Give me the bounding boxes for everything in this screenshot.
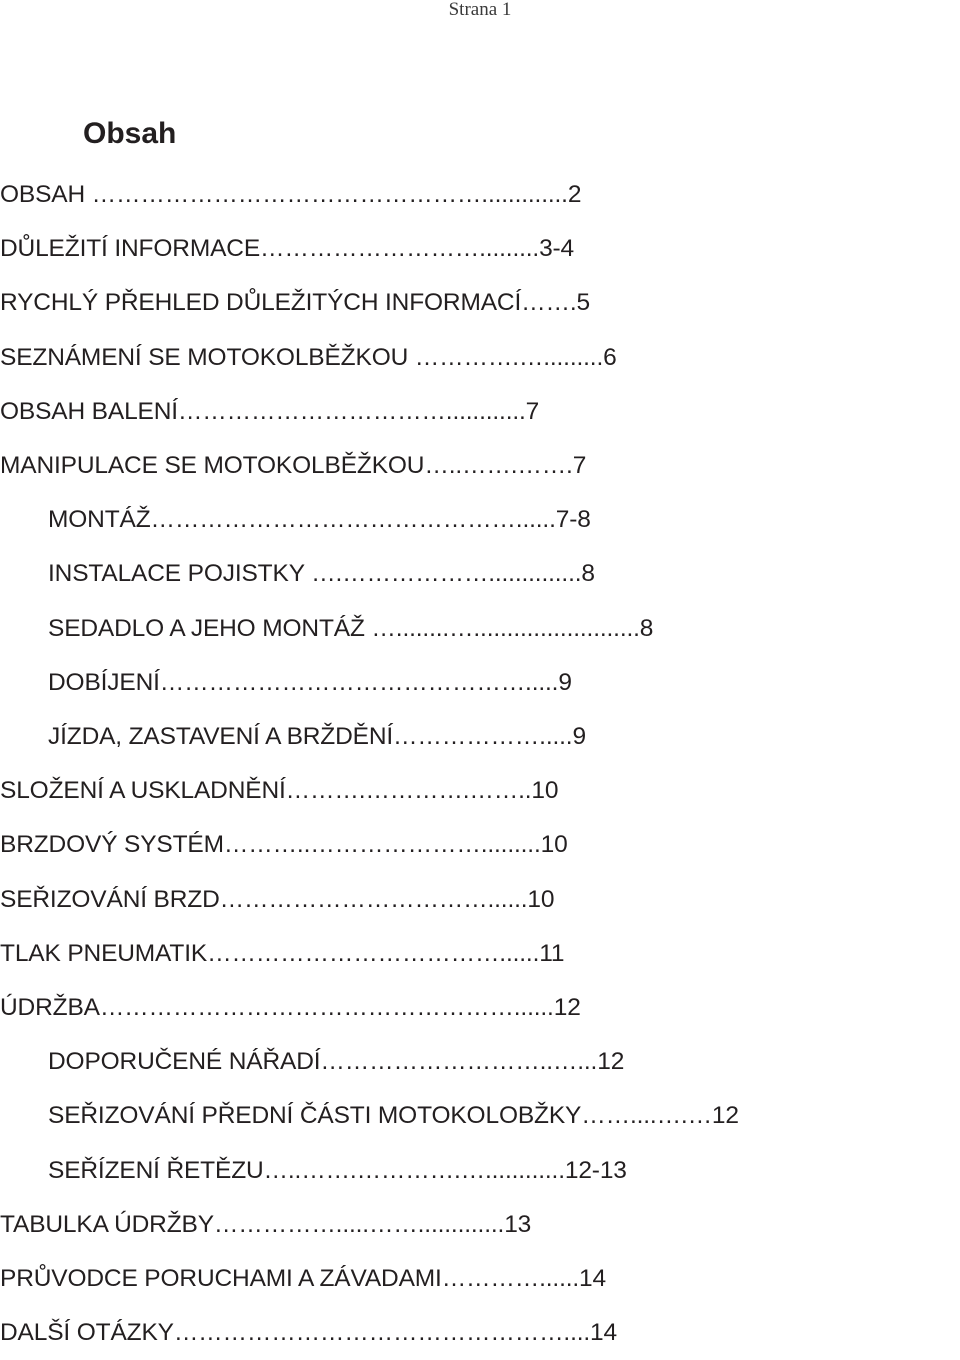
- toc-title: Obsah: [83, 117, 177, 150]
- toc-entry-text: MONTÁŽ………………………………………......7-8: [48, 506, 591, 534]
- toc-entry[interactable]: [0, 981, 952, 1035]
- page-number-label: Strana 1: [448, 0, 512, 20]
- toc-entry[interactable]: [0, 818, 952, 872]
- toc-entry[interactable]: [0, 1198, 952, 1252]
- toc-entry-text: SEŘIZOVÁNÍ BRZD……………………………......10: [0, 885, 555, 913]
- toc-entry[interactable]: [0, 1035, 952, 1089]
- toc-entry-text: JÍZDA, ZASTAVENÍ A BRŽDĚNÍ……………….....9: [48, 723, 586, 750]
- toc-entry[interactable]: [0, 710, 952, 764]
- toc-entry[interactable]: [0, 222, 952, 276]
- toc-entry[interactable]: [0, 927, 952, 981]
- toc-entry-text: SEŘIZOVÁNÍ PŘEDNÍ ČÁSTI MOTOKOLOBŽKY……....….…12: [48, 1102, 739, 1130]
- page-header: [0, 0, 960, 20]
- toc-entry[interactable]: [0, 1306, 952, 1360]
- toc-entry[interactable]: [0, 276, 952, 330]
- toc-entry[interactable]: [0, 602, 952, 656]
- toc-entry-text: DŮLEŽITÍ INFORMACE……………………….........3-4: [0, 235, 575, 263]
- toc-entry[interactable]: [0, 1252, 952, 1306]
- toc-entry-text: SLOŽENÍ A USKLADNĚNÍ……….………….……..10: [0, 777, 559, 805]
- toc-entry-text: TABULKA ÚDRŽBY…………….....…….............13: [0, 1210, 532, 1238]
- toc-entry-text: DOBÍJENÍ……………………………………….....9: [48, 668, 572, 696]
- toc-entry[interactable]: [0, 656, 952, 710]
- toc-entry-text: PRŮVODCE PORUCHAMI A ZÁVADAMI…………......14: [0, 1265, 607, 1292]
- toc-entry-text: ÚDRŽBA……………………………………………......12: [0, 994, 581, 1021]
- toc-entry-text: SEŘÍZENÍ ŘETĚZU…..…….………….…............12-13: [48, 1156, 627, 1184]
- toc-entry[interactable]: [0, 547, 952, 601]
- toc-entry-text: SEDADLO A JEHO MONTÁŽ …........….........................8: [48, 614, 654, 642]
- toc-entry[interactable]: [0, 1089, 952, 1143]
- toc-entry-text: DALŠÍ OTÁZKY…………………………………………....14: [0, 1319, 618, 1347]
- toc-entry[interactable]: [0, 493, 952, 547]
- toc-entry-text: OBSAH BALENÍ……………………………............7: [0, 397, 540, 425]
- toc-entry-text: TLAK PNEUMATIK………………………………......11: [0, 939, 565, 967]
- toc-entry[interactable]: [0, 439, 952, 493]
- toc-entry-text: INSTALACE POJISTKY ….………………..............8: [48, 560, 595, 588]
- toc-entry[interactable]: [0, 331, 952, 385]
- toc-entry[interactable]: [0, 764, 952, 818]
- toc-entry-text: SEZNÁMENÍ SE MOTOKOLBĚŽKOU ………….….........6: [0, 343, 617, 371]
- toc-entry[interactable]: [0, 385, 952, 439]
- toc-entry[interactable]: [0, 873, 952, 927]
- toc-entry-text: MANIPULACE SE MOTOKOLBĚŽKOU…..…….…….7: [0, 452, 587, 479]
- toc-entry[interactable]: [0, 168, 952, 222]
- toc-entry[interactable]: [0, 1144, 952, 1198]
- toc-entry-text: OBSAH ………………………………………….............2: [0, 181, 582, 208]
- toc-entry-text: BRZDOVÝ SYSTÉM………..………………….........10: [0, 831, 568, 859]
- toc-entry-text: RYCHLÝ PŘEHLED DŮLEŽITÝCH INFORMACÍ…….5: [0, 289, 590, 317]
- toc-entry-text: DOPORUČENÉ NÁŘADÍ………………………..…...12: [48, 1048, 625, 1076]
